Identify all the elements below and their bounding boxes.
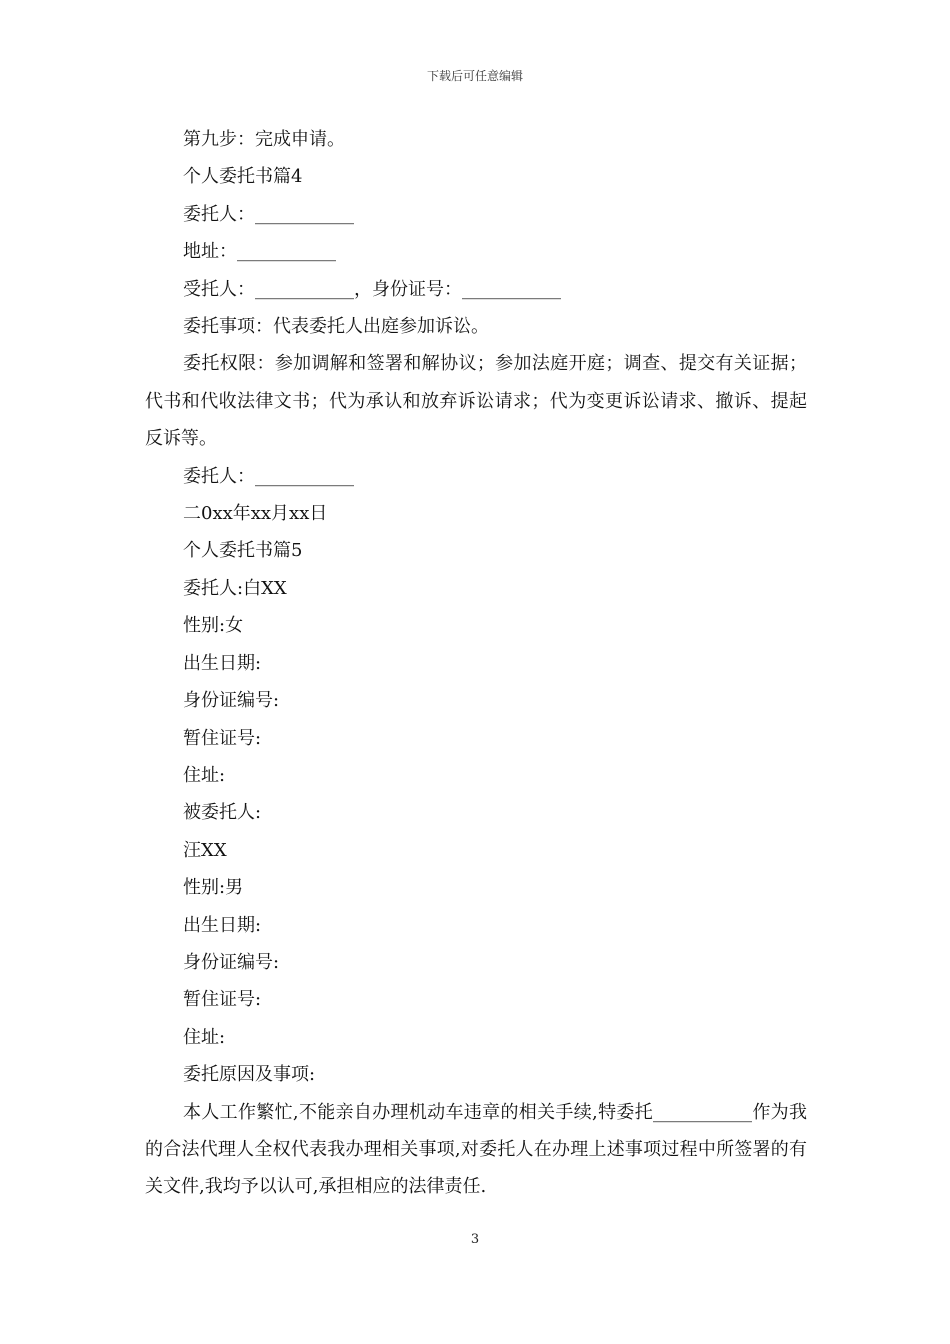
text-line: 被委托人:: [183, 802, 262, 824]
header-note: 下载后可任意编辑: [426, 69, 523, 83]
text-line: 身份证编号:: [183, 690, 280, 712]
text-line: 汪XX: [183, 839, 227, 861]
text-line: 身份证编号:: [183, 951, 280, 973]
text-line: 住址:: [183, 764, 226, 786]
text-line: 委托事项：代表委托人出庭参加诉讼。: [183, 316, 489, 338]
text-line: 性别:男: [183, 877, 244, 899]
text-line: 出生日期:: [183, 652, 262, 674]
text-line: 暂住证号:: [183, 727, 262, 749]
date-line: 二0xx年xx月xx日: [183, 503, 328, 525]
text-line: 性别:女: [183, 615, 244, 637]
text-line: 委托原因及事项:: [183, 1064, 316, 1086]
page-number: 3: [470, 1232, 480, 1247]
text-line: 委托人：___________: [183, 465, 354, 487]
section-heading: 个人委托书篇5: [183, 540, 303, 562]
text-line: 地址：___________: [183, 241, 336, 263]
text-line: 委托人:白XX: [183, 577, 287, 599]
text-line: 第九步：完成申请。: [183, 129, 345, 150]
text-line: 受托人：___________，身份证号：___________: [183, 278, 561, 300]
paragraph-reason: 本人工作繁忙,不能亲自办理机动车违章的相关手续,特委托___________作为我的合法代理人全权代表我办理相关事项,对委托人在办理上述事项过程中所签署的有关文件,我均予以认可,承担相应的法律责任.: [145, 1101, 807, 1198]
text-line: 委托人：___________: [183, 203, 354, 225]
text-line: 暂住证号:: [183, 989, 262, 1011]
paragraph-authority: 委托权限：参加调解和签署和解协议；参加法庭开庭；调查、提交有关证据；代书和代收法律文书；代为承认和放弃诉讼请求；代为变更诉讼请求、撤诉、提起反诉等。: [145, 353, 807, 450]
section-heading: 个人委托书篇4: [183, 166, 303, 188]
document-body: [145, 121, 807, 1206]
text-line: 出生日期:: [183, 914, 262, 936]
text-line: 住址:: [183, 1026, 226, 1048]
